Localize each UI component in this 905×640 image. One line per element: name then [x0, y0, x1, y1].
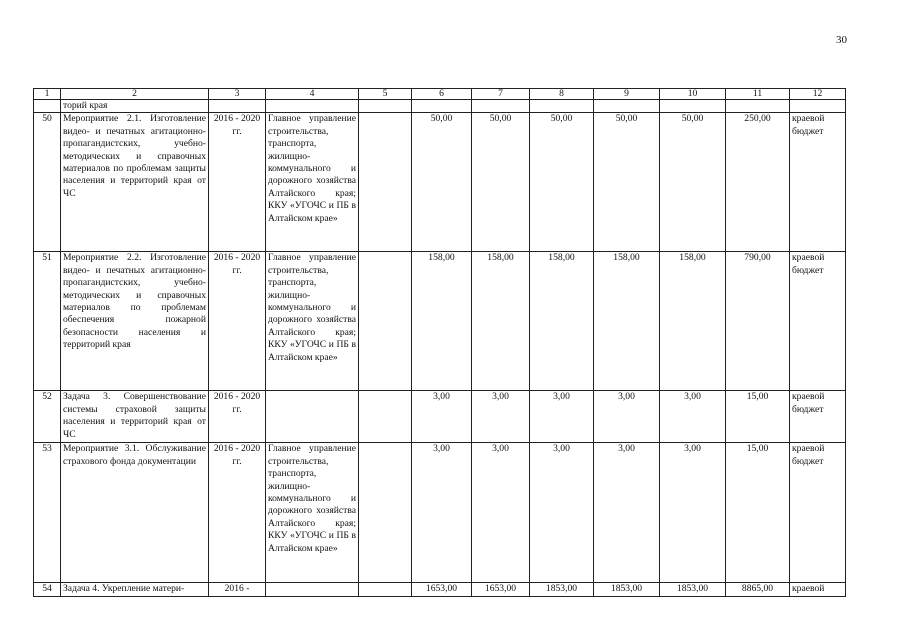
executor: Главное управление строительства, транспорта, жилищно-коммунального и дорожного хозяйства Алтайского края; ККУ «УГОЧС и ПБ в Алтайском крае»	[266, 252, 359, 391]
value-2017: 1653,00	[472, 583, 530, 597]
value-2019: 158,00	[594, 252, 660, 391]
value-2020: 3,00	[660, 443, 726, 583]
value-2019: 3,00	[594, 391, 660, 443]
value-2018: 158,00	[530, 252, 594, 391]
value-2019: 1853,00	[594, 583, 660, 597]
row-number: 53	[34, 443, 61, 583]
value-2017: 3,00	[472, 391, 530, 443]
row-number: 51	[34, 252, 61, 391]
executor: Главное управление строительства, транспорта, жилищно-коммунального и дорожного хозяйства Алтайского края; ККУ «УГОЧС и ПБ в Алтайском крае»	[266, 443, 359, 583]
column-header: 5	[359, 89, 412, 100]
executor	[266, 391, 359, 443]
page-number: 30	[836, 34, 847, 46]
table-row	[34, 583, 846, 597]
column-5-cell	[359, 113, 412, 252]
column-5-cell	[359, 583, 412, 597]
measure-name: Мероприятие 2.1. Изготовление видео- и печатных агитационно-пропагандистских, учебно-методических и справочных материалов по проблемам защиты населения и территорий края от ЧС	[61, 113, 209, 252]
value-2017: 3,00	[472, 443, 530, 583]
value-2020: 158,00	[660, 252, 726, 391]
value-2020: 3,00	[660, 391, 726, 443]
column-header: 6	[412, 89, 472, 100]
column-header: 1	[34, 89, 61, 100]
value-2020: 1853,00	[660, 583, 726, 597]
value-2018: 50,00	[530, 113, 594, 252]
period: 2016 - 2020 гг.	[209, 391, 266, 443]
value-2016: 50,00	[412, 113, 472, 252]
table-row	[34, 113, 846, 252]
program-measures-table	[33, 88, 846, 597]
value-2018: 3,00	[530, 443, 594, 583]
column-header: 3	[209, 89, 266, 100]
column-header: 12	[790, 89, 846, 100]
table-row	[34, 443, 846, 583]
column-5-cell	[359, 391, 412, 443]
column-header: 9	[594, 89, 660, 100]
value-total: 790,00	[726, 252, 790, 391]
table-row	[34, 252, 846, 391]
period: 2016 - 2020 гг.	[209, 443, 266, 583]
column-number-row	[34, 89, 846, 100]
row-number	[34, 100, 61, 113]
column-header: 10	[660, 89, 726, 100]
period: 2016 - 2020 гг.	[209, 252, 266, 391]
measure-name: Мероприятие 3.1. Обслуживание страхового фонда документации	[61, 443, 209, 583]
period: 2016 -	[209, 583, 266, 597]
value-total: 250,00	[726, 113, 790, 252]
value-2018: 3,00	[530, 391, 594, 443]
executor: Главное управление строительства, транспорта, жилищно-коммунального и дорожного хозяйства Алтайского края; ККУ «УГОЧС и ПБ в Алтайском крае»	[266, 113, 359, 252]
value-2019: 50,00	[594, 113, 660, 252]
column-5-cell	[359, 252, 412, 391]
value-2017: 50,00	[472, 113, 530, 252]
funding-source: краевой бюджет	[790, 443, 846, 583]
measure-name: Задача 4. Укрепление матери-	[61, 583, 209, 597]
value-total: 15,00	[726, 391, 790, 443]
value-2016: 158,00	[412, 252, 472, 391]
executor	[266, 583, 359, 597]
row-number: 52	[34, 391, 61, 443]
column-header: 8	[530, 89, 594, 100]
row-number: 54	[34, 583, 61, 597]
value-2016: 1653,00	[412, 583, 472, 597]
column-header: 2	[61, 89, 209, 100]
value-2018: 1853,00	[530, 583, 594, 597]
value-2019: 3,00	[594, 443, 660, 583]
measure-name: Мероприятие 2.2. Изготовление видео- и печатных агитационно-пропагандистских, учебно-методических и справочных материалов по проблемам обеспечения пожарной безопасности населения и территорий края	[61, 252, 209, 391]
continuation-row	[34, 100, 846, 113]
column-5-cell	[359, 443, 412, 583]
measure-name: Задача 3. Совершенствование системы страховой защиты населения и территорий края от ЧС	[61, 391, 209, 443]
period: 2016 - 2020 гг.	[209, 113, 266, 252]
value-2016: 3,00	[412, 443, 472, 583]
table-row	[34, 391, 846, 443]
value-total: 8865,00	[726, 583, 790, 597]
funding-source: краевой бюджет	[790, 391, 846, 443]
value-2016: 3,00	[412, 391, 472, 443]
value-2020: 50,00	[660, 113, 726, 252]
value-2017: 158,00	[472, 252, 530, 391]
row-number: 50	[34, 113, 61, 252]
value-total: 15,00	[726, 443, 790, 583]
column-header: 4	[266, 89, 359, 100]
funding-source: краевой бюджет	[790, 113, 846, 252]
measure-name: торий края	[61, 100, 209, 113]
funding-source: краевой	[790, 583, 846, 597]
column-header: 11	[726, 89, 790, 100]
funding-source: краевой бюджет	[790, 252, 846, 391]
column-header: 7	[472, 89, 530, 100]
